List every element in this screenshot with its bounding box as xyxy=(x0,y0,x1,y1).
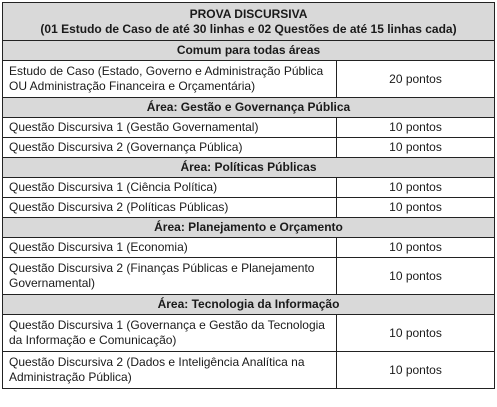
question-points: 20 pontos xyxy=(337,61,495,98)
exam-structure-table xyxy=(2,2,495,389)
table-header-row xyxy=(3,3,495,41)
section-header-row xyxy=(3,295,495,315)
table-row xyxy=(3,258,495,295)
question-label: Questão Discursiva 2 (Finanças Públicas e Planejamento Governamental) xyxy=(3,258,337,295)
section-header-row xyxy=(3,218,495,238)
question-label: Questão Discursiva 2 (Governança Pública) xyxy=(3,138,337,158)
exam-subtitle: (01 Estudo de Caso de até 30 linhas e 02 Questões de até 15 linhas cada) xyxy=(40,21,457,36)
question-points: 10 pontos xyxy=(337,315,495,352)
section-title: Comum para todas áreas xyxy=(3,41,495,61)
question-points: 10 pontos xyxy=(337,238,495,258)
question-label: Estudo de Caso (Estado, Governo e Administração Pública OU Administração Financeira e Orçamentária) xyxy=(3,61,337,98)
table-row xyxy=(3,178,495,198)
section-header-row xyxy=(3,98,495,118)
question-label: Questão Discursiva 1 (Gestão Governamental) xyxy=(3,118,337,138)
section-header-row xyxy=(3,41,495,61)
table-row xyxy=(3,238,495,258)
table-row xyxy=(3,315,495,352)
question-points: 10 pontos xyxy=(337,352,495,389)
section-title: Área: Gestão e Governança Pública xyxy=(3,98,495,118)
table-row xyxy=(3,118,495,138)
section-header-row xyxy=(3,158,495,178)
question-points: 10 pontos xyxy=(337,198,495,218)
table-row xyxy=(3,352,495,389)
table-row xyxy=(3,138,495,158)
question-label: Questão Discursiva 1 (Economia) xyxy=(3,238,337,258)
table-row xyxy=(3,198,495,218)
question-points: 10 pontos xyxy=(337,178,495,198)
section-title: Área: Tecnologia da Informação xyxy=(3,295,495,315)
table-header-cell xyxy=(3,3,495,41)
section-title: Área: Planejamento e Orçamento xyxy=(3,218,495,238)
question-points: 10 pontos xyxy=(337,138,495,158)
question-label: Questão Discursiva 1 (Governança e Gestão da Tecnologia da Informação e Comunicação) xyxy=(3,315,337,352)
question-points: 10 pontos xyxy=(337,118,495,138)
table-row xyxy=(3,61,495,98)
question-label: Questão Discursiva 2 (Dados e Inteligência Analítica na Administração Pública) xyxy=(3,352,337,389)
question-points: 10 pontos xyxy=(337,258,495,295)
section-title: Área: Políticas Públicas xyxy=(3,158,495,178)
question-label: Questão Discursiva 2 (Políticas Públicas) xyxy=(3,198,337,218)
question-label: Questão Discursiva 1 (Ciência Política) xyxy=(3,178,337,198)
exam-table-container xyxy=(2,2,495,389)
exam-title: PROVA DISCURSIVA xyxy=(189,6,308,21)
